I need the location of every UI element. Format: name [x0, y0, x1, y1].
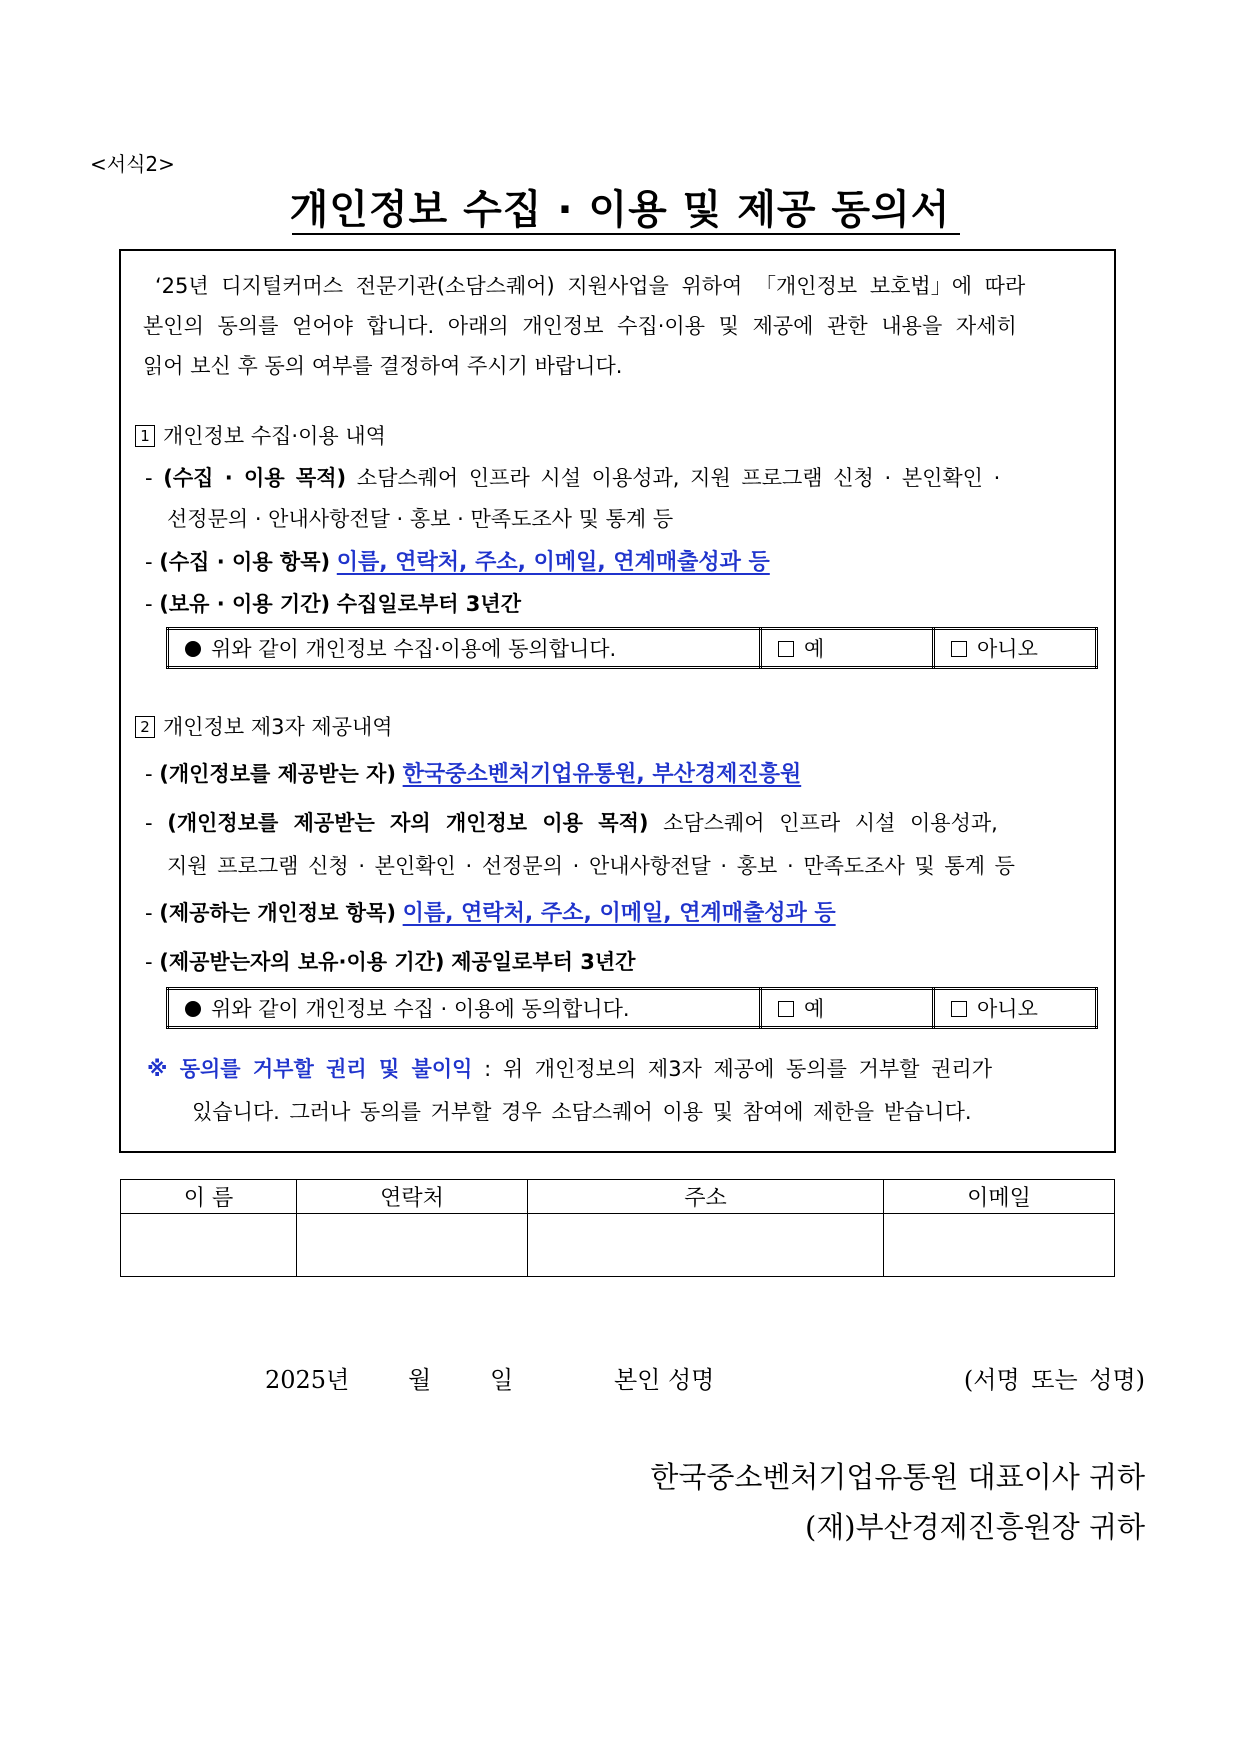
- section1-purpose-cont: 선정문의 · 안내사항전달 · 홍보 · 만족도조사 및 통계 등: [167, 507, 674, 531]
- header-contact: 연락처: [297, 1180, 528, 1214]
- addressee-1: 한국중소벤처기업유통원 대표이사 귀하: [650, 1460, 1145, 1494]
- section2-no-label: 아니오: [977, 997, 1038, 1021]
- section2-recipient-label: (개인정보를 제공받는 자): [159, 762, 396, 786]
- section1-purpose-text: 소담스퀘어 인프라 시설 이용성과, 지원 프로그램 신청 · 본인확인 ·: [356, 466, 1001, 490]
- section2-purpose-text: 소담스퀘어 인프라 시설 이용성과,: [663, 811, 998, 835]
- date-day: 일: [490, 1366, 514, 1394]
- dash: -: [145, 950, 160, 974]
- section2-consent-text: 위와 같이 개인정보 수집 · 이용에 동의합니다.: [211, 997, 630, 1021]
- dash: -: [145, 550, 160, 574]
- title-underline: [292, 233, 960, 235]
- checkbox-icon[interactable]: [951, 641, 967, 657]
- refusal-notice: [147, 1053, 992, 1083]
- section1-consent-statement: [168, 629, 761, 668]
- section2-period: [145, 946, 635, 976]
- filled-circle-icon: [185, 641, 201, 657]
- section1-consent-text: 위와 같이 개인정보 수집·이용에 동의합니다.: [211, 637, 617, 661]
- refusal-notice-cont: 있습니다. 그러나 동의를 거부할 경우 소담스퀘어 이용 및 참여에 제한을 받습니다.: [192, 1100, 972, 1124]
- checkbox-icon[interactable]: [951, 1001, 967, 1017]
- date-year: 2025년: [265, 1366, 350, 1394]
- section2-consent-table: [166, 987, 1098, 1029]
- section2-period-label: (제공받는자의 보유·이용 기간): [159, 950, 445, 974]
- section1-items-value: 이름, 연락처, 주소, 이메일, 연계매출성과 등: [336, 550, 770, 575]
- intro-line-2: 본인의 동의를 얻어야 합니다. 아래의 개인정보 수집·이용 및 제공에 관한 내용을 자세히: [143, 314, 1017, 338]
- document-title: 개인정보 수집 · 이용 및 제공 동의서: [289, 187, 951, 233]
- refusal-notice-text: : 위 개인정보의 제3자 제공에 동의를 거부할 권리가: [484, 1057, 992, 1081]
- section1-heading-text: 개인정보 수집·이용 내역: [163, 424, 386, 448]
- section1-purpose-label: (수집 · 이용 목적): [163, 466, 347, 490]
- section2-recipient: [145, 757, 801, 788]
- section2-purpose-label: (개인정보를 제공받는 자의 개인정보 이용 목적): [167, 811, 649, 835]
- applicant-info-table: [120, 1179, 1115, 1277]
- email-cell[interactable]: [884, 1214, 1115, 1277]
- header-email: 이메일: [884, 1180, 1115, 1214]
- section2-number: 2: [135, 716, 155, 738]
- section2-heading-text: 개인정보 제3자 제공내역: [163, 715, 393, 739]
- signature-hint: (서명 또는 성명): [963, 1366, 1145, 1394]
- header-name: 이 름: [121, 1180, 297, 1214]
- name-cell[interactable]: [121, 1214, 297, 1277]
- intro-line-1: ‘25년 디지털커머스 전문기관(소담스퀘어) 지원사업을 위하여 「개인정보 보호법」에 따라: [155, 274, 1026, 298]
- section1-yes-option[interactable]: [761, 629, 934, 668]
- filled-circle-icon: [185, 1001, 201, 1017]
- intro-line-3: 읽어 보신 후 동의 여부를 결정하여 주시기 바랍니다.: [143, 354, 623, 378]
- section1-items: [145, 545, 770, 576]
- dash: -: [145, 762, 160, 786]
- header-address: 주소: [528, 1180, 884, 1214]
- signer-name-label: 본인 성명: [614, 1366, 715, 1394]
- section1-number: 1: [135, 425, 155, 447]
- contact-cell[interactable]: [297, 1214, 528, 1277]
- section1-no-option[interactable]: [934, 629, 1097, 668]
- section1-heading: [135, 420, 386, 450]
- section1-period: [145, 588, 521, 618]
- refusal-notice-title: ※ 동의를 거부할 권리 및 불이익: [147, 1057, 473, 1081]
- section2-items-label: (제공하는 개인정보 항목): [159, 901, 396, 925]
- section2-purpose-cont: 지원 프로그램 신청 · 본인확인 · 선정문의 · 안내사항전달 · 홍보 · 만족도조사 및 통계 등: [167, 854, 1015, 878]
- section1-purpose: [145, 462, 1000, 492]
- section2-yes-option[interactable]: [761, 989, 934, 1028]
- dash: -: [145, 592, 160, 616]
- section2-period-value: 제공일로부터 3년간: [451, 950, 636, 974]
- section2-no-option[interactable]: [934, 989, 1097, 1028]
- dash: -: [145, 811, 168, 835]
- section1-period-value: 수집일로부터 3년간: [336, 592, 521, 616]
- section2-yes-label: 예: [804, 997, 825, 1021]
- section1-period-label: (보유 · 이용 기간): [159, 592, 331, 616]
- address-cell[interactable]: [528, 1214, 884, 1277]
- dash: -: [145, 466, 164, 490]
- section2-recipient-value: 한국중소벤처기업유통원, 부산경제진흥원: [402, 762, 802, 787]
- section1-items-label: (수집 · 이용 항목): [159, 550, 331, 574]
- checkbox-icon[interactable]: [778, 641, 794, 657]
- form-number: <서식2>: [90, 152, 175, 176]
- section1-consent-table: [166, 627, 1098, 669]
- dash: -: [145, 901, 160, 925]
- section2-heading: [135, 711, 393, 741]
- section2-items: [145, 896, 836, 927]
- checkbox-icon[interactable]: [778, 1001, 794, 1017]
- section2-consent-statement: [168, 989, 761, 1028]
- date-month: 월: [408, 1366, 432, 1394]
- section1-yes-label: 예: [804, 637, 825, 661]
- section2-purpose: [145, 807, 998, 837]
- section2-items-value: 이름, 연락처, 주소, 이메일, 연계매출성과 등: [402, 901, 836, 926]
- addressee-2: (재)부산경제진흥원장 귀하: [804, 1510, 1145, 1544]
- section1-no-label: 아니오: [977, 637, 1038, 661]
